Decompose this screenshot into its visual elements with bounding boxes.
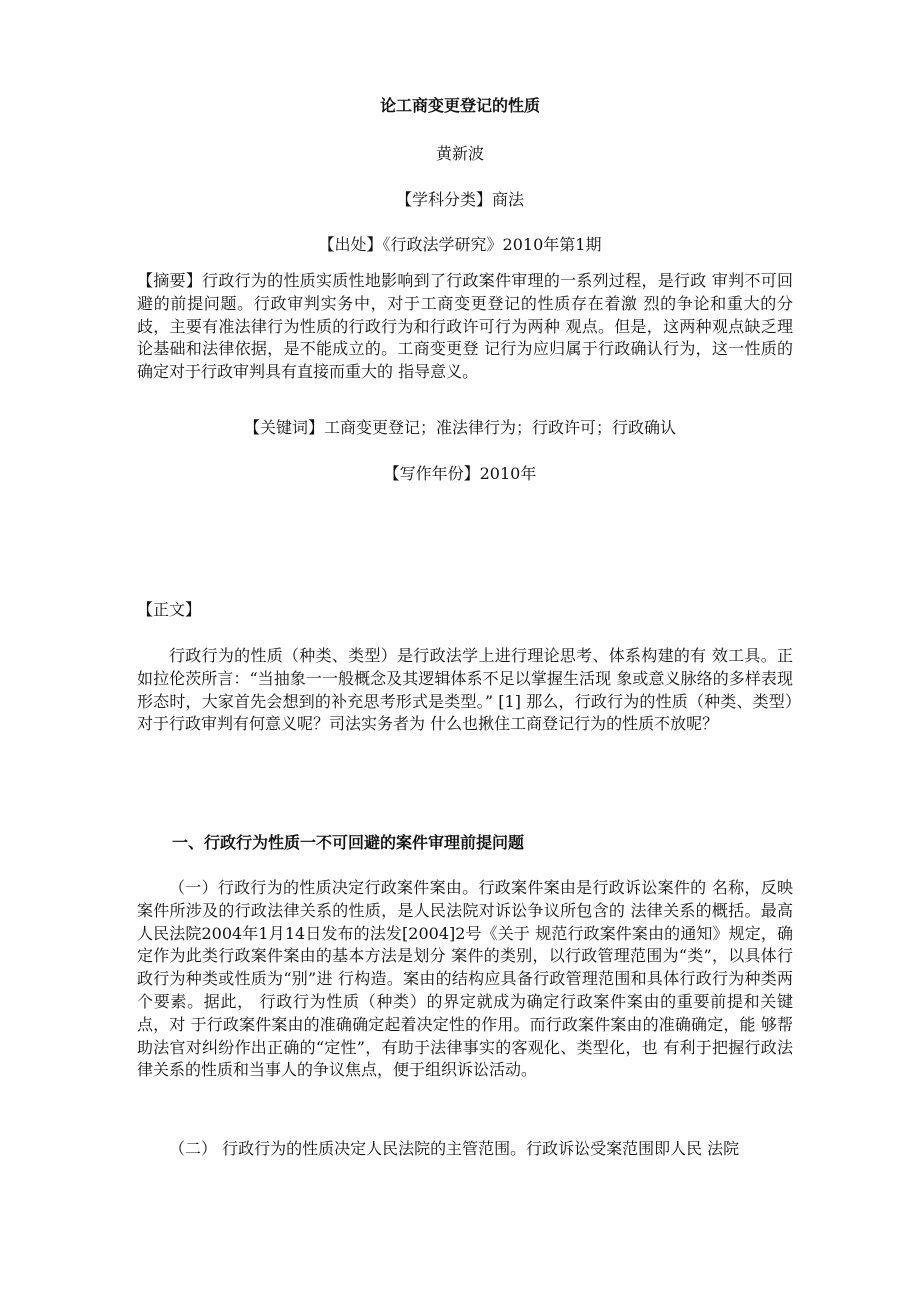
- section-heading: 一、行政行为性质一不可回避的案件审理前提问题: [172, 833, 525, 852]
- author: 黄新波: [435, 144, 484, 163]
- source: 【出处】《行政法学研究》2010年第1期: [318, 235, 602, 254]
- section-paragraph-partial: （二） 行政行为的性质决定人民法院的主管范围。行政诉讼受案范围即人民 法院: [169, 1139, 740, 1158]
- section-paragraph: （一）行政行为的性质决定行政案件案由。行政案件案由是行政诉讼案件的 名称，反映案件所涉及的行政法律关系的性质，是人民法院对诉讼争议所包含的 法律关系的概括。最高人民法院2004年1月14日发布的法发[2004]2号《关于 规范行政案件案由的通知》规定，确定作为此类行政案件案由的基本方法是划分 案件的类别，以行政管理范围为“类”，以具体行政行为种类或性质为“别”进 行构造。案由的结构应具备行政管理范围和具体行政行为种类两个要素。据此， 行政行为性质（种类）的界定就成为确定行政案件案由的重要前提和关键点，对 于行政案件案由的准确确定起着决定性的作用。而行政案件案由的准确确定，能 够帮助法官对纠纷作出正确的“定性”，有助于法律事实的客观化、类型化，也 有利于把握行政法律关系的性质和当事人的争议焦点，便于组织诉讼活动。: [137, 878, 793, 1080]
- abstract: 【摘要】行政行为的性质实质性地影响到了行政案件审理的一系列过程，是行政 审判不可回避的前提问题。行政审判实务中，对于工商变更登记的性质存在着激 烈的争论和重大的分歧，主要有准法律行为性质的行政行为和行政许可行为两种 观点。但是，这两种观点缺乏理论基础和法律依据，是不能成立的。工商变更登 记行为应归属于行政确认行为，这一性质的确定对于行政审判具有直接而重大的 指导意义。: [137, 271, 793, 382]
- writing-year: 【写作年份】2010年: [383, 464, 537, 483]
- body-label: 【正文】: [137, 600, 202, 619]
- document-title: 论工商变更登记的性质: [379, 96, 540, 115]
- intro-paragraph: 行政行为的性质（种类、类型）是行政法学上进行理论思考、体系构建的有 效工具。正如拉伦茨所言：“当抽象一一般概念及其逻辑体系不足以掌握生活现 象或意义脉络的多样表现形态时，大家首先会想到的补充思考形式是类型。” [1] 那么，行政行为的性质（种类、类型）对于行政审判有何意义呢？司法实务者为 什么也揪住工商登记行为的性质不放呢？: [137, 646, 793, 734]
- keywords: 【关键词】工商变更登记；准法律行为；行政许可；行政确认: [243, 418, 676, 437]
- subject-classification: 【学科分类】商法: [395, 190, 524, 209]
